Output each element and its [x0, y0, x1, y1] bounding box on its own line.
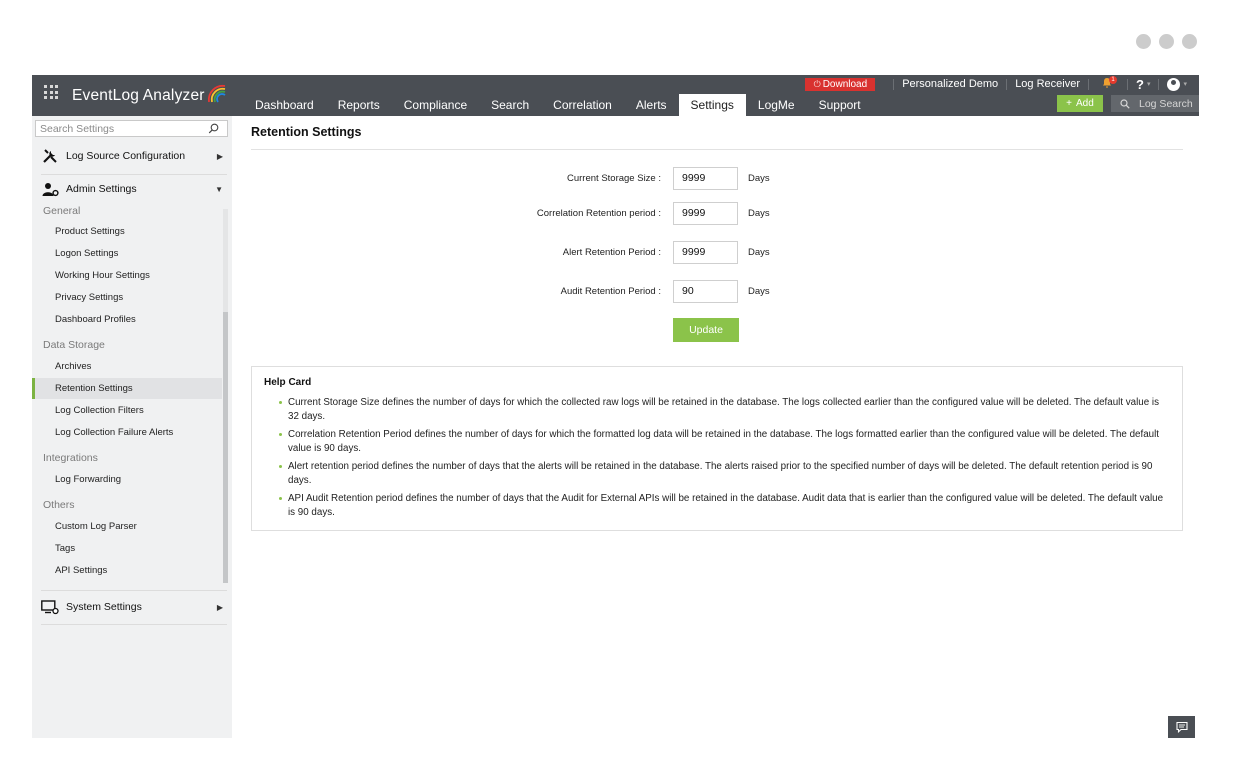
- form-row-current-storage: [251, 166, 1183, 190]
- add-label: Add: [1076, 98, 1094, 109]
- section-label: System Settings: [66, 601, 142, 613]
- app-window: [32, 75, 1199, 738]
- help-list: [288, 396, 1168, 524]
- chat-icon: [1176, 721, 1188, 733]
- help-item: Alert retention period defines the number of days that the alerts will be retained in the database. The alerts raised prior to the specified number of days will be deleted. The default retention period is 90 days.: [288, 460, 1168, 488]
- sidebar-scrollbar[interactable]: [223, 209, 228, 583]
- sidebar-item-privacy-settings[interactable]: Privacy Settings: [55, 292, 124, 303]
- brand-logo[interactable]: [72, 83, 228, 109]
- divider: [1127, 79, 1128, 90]
- section-label: Admin Settings: [66, 183, 137, 195]
- sidebar-item-api-settings[interactable]: API Settings: [55, 565, 108, 576]
- sidebar-item-tags[interactable]: Tags: [55, 543, 76, 554]
- log-search-label: Log Search: [1139, 97, 1193, 110]
- audit-retention-input[interactable]: [673, 280, 738, 303]
- admin-user-icon: [41, 180, 59, 198]
- scrollbar-thumb[interactable]: [223, 312, 228, 583]
- form-row-audit-retention: [251, 279, 1183, 303]
- page-title: Retention Settings: [251, 125, 362, 139]
- log-source-configuration-section[interactable]: [41, 142, 227, 170]
- admin-settings-section[interactable]: [41, 175, 227, 203]
- group-others: Others: [43, 499, 75, 511]
- field-label: Current Storage Size :: [567, 172, 661, 184]
- alert-retention-input[interactable]: [673, 241, 738, 264]
- chat-button[interactable]: [1168, 716, 1195, 738]
- settings-sidebar: [32, 116, 232, 738]
- sidebar-item-archives[interactable]: Archives: [55, 361, 92, 372]
- plus-icon: +: [1066, 98, 1073, 109]
- divider: [251, 149, 1183, 150]
- user-avatar-icon[interactable]: [1167, 78, 1180, 91]
- sidebar-item-working-hour-settings[interactable]: Working Hour Settings: [55, 270, 150, 281]
- window-dot[interactable]: [1159, 34, 1174, 49]
- sidebar-item-log-collection-filters[interactable]: Log Collection Filters: [55, 405, 144, 416]
- help-button[interactable]: ?: [1136, 76, 1144, 92]
- sidebar-item-log-collection-failure-alerts[interactable]: Log Collection Failure Alerts: [55, 427, 174, 438]
- tab-compliance[interactable]: Compliance: [403, 98, 468, 112]
- settings-search-input[interactable]: [36, 123, 206, 135]
- update-button[interactable]: Update: [673, 318, 739, 342]
- divider: [41, 624, 227, 625]
- window-dot[interactable]: [1182, 34, 1197, 49]
- chevron-right-icon: ▶: [216, 602, 223, 612]
- monitor-gear-icon: [41, 598, 59, 616]
- sidebar-item-retention-settings[interactable]: Retention Settings: [32, 378, 222, 399]
- unit-label: Days: [748, 207, 770, 219]
- window-controls: [1136, 34, 1197, 49]
- field-label: Audit Retention Period :: [560, 285, 661, 297]
- search-icon[interactable]: [208, 123, 219, 134]
- app-grid-icon[interactable]: [44, 85, 58, 99]
- download-label: Download: [822, 78, 868, 90]
- download-button[interactable]: [805, 78, 876, 91]
- divider: [1006, 79, 1007, 90]
- chevron-down-icon: ▾: [1146, 81, 1151, 88]
- chevron-right-icon: ▶: [216, 151, 223, 161]
- brand-name: EventLog Analyzer: [72, 87, 205, 104]
- main-nav: [243, 94, 873, 116]
- log-search-button[interactable]: [1111, 95, 1199, 112]
- settings-search: [35, 120, 228, 137]
- logo-arc-icon: [206, 82, 228, 104]
- notification-bell[interactable]: [1101, 77, 1115, 91]
- notification-badge: 1: [1109, 76, 1117, 84]
- unit-label: Days: [748, 172, 770, 184]
- system-settings-section[interactable]: [41, 593, 227, 621]
- tab-settings[interactable]: Settings: [679, 94, 746, 116]
- tab-dashboard[interactable]: Dashboard: [255, 98, 314, 112]
- sidebar-item-custom-log-parser[interactable]: Custom Log Parser: [55, 521, 137, 532]
- help-item: Correlation Retention Period defines the number of days for which the formatted log data will be retained in the database. The logs formatted earlier than the configured value will be deleted. The default value is 90 days.: [288, 428, 1168, 456]
- sidebar-item-product-settings[interactable]: Product Settings: [55, 226, 125, 237]
- divider: [1158, 79, 1159, 90]
- form-row-correlation-retention: [251, 201, 1183, 225]
- power-icon: ⏻: [813, 78, 821, 89]
- add-button[interactable]: [1057, 95, 1103, 112]
- divider: [893, 79, 894, 90]
- current-storage-size-input[interactable]: [673, 167, 738, 190]
- tab-search[interactable]: Search: [491, 98, 530, 112]
- divider: [1088, 79, 1089, 90]
- help-item: Current Storage Size defines the number of days for which the collected raw logs will be retained in the database. The logs collected earlier than the configured value will be deleted. The default value is 32 days.: [288, 396, 1168, 424]
- top-header: [32, 75, 1199, 116]
- tab-logme[interactable]: LogMe: [757, 98, 795, 112]
- chevron-down-icon: ▼: [215, 184, 223, 194]
- window-dot[interactable]: [1136, 34, 1151, 49]
- group-general: General: [43, 205, 81, 217]
- help-card: [251, 366, 1183, 531]
- personalized-demo-link[interactable]: Personalized Demo: [902, 78, 999, 90]
- sidebar-item-dashboard-profiles[interactable]: Dashboard Profiles: [55, 314, 136, 325]
- unit-label: Days: [748, 246, 770, 258]
- section-label: Log Source Configuration: [66, 150, 186, 162]
- sidebar-item-logon-settings[interactable]: Logon Settings: [55, 248, 119, 259]
- top-right-bar: [805, 75, 1199, 93]
- chevron-down-icon: ▾: [1183, 81, 1187, 88]
- group-integrations: Integrations: [43, 452, 98, 464]
- search-icon: [1120, 99, 1130, 109]
- tools-icon: [41, 147, 59, 165]
- divider: [41, 590, 227, 591]
- tab-reports[interactable]: Reports: [337, 98, 380, 112]
- help-item: API Audit Retention period defines the number of days that the Audit for External APIs will be retained in the database. Audit data that is earlier than the configured value will be deleted. The default value is 90 days.: [288, 492, 1168, 520]
- group-data-storage: Data Storage: [43, 339, 105, 351]
- form-row-alert-retention: [251, 240, 1183, 264]
- help-card-title: Help Card: [264, 377, 312, 388]
- log-receiver-link[interactable]: Log Receiver: [1015, 78, 1081, 90]
- correlation-retention-input[interactable]: [673, 202, 738, 225]
- sidebar-item-log-forwarding[interactable]: Log Forwarding: [55, 474, 122, 485]
- field-label: Correlation Retention period :: [536, 207, 661, 219]
- tab-support[interactable]: Support: [818, 98, 861, 112]
- tab-correlation[interactable]: Correlation: [553, 98, 612, 112]
- tab-alerts[interactable]: Alerts: [635, 98, 667, 112]
- field-label: Alert Retention Period :: [562, 246, 661, 258]
- unit-label: Days: [748, 285, 770, 297]
